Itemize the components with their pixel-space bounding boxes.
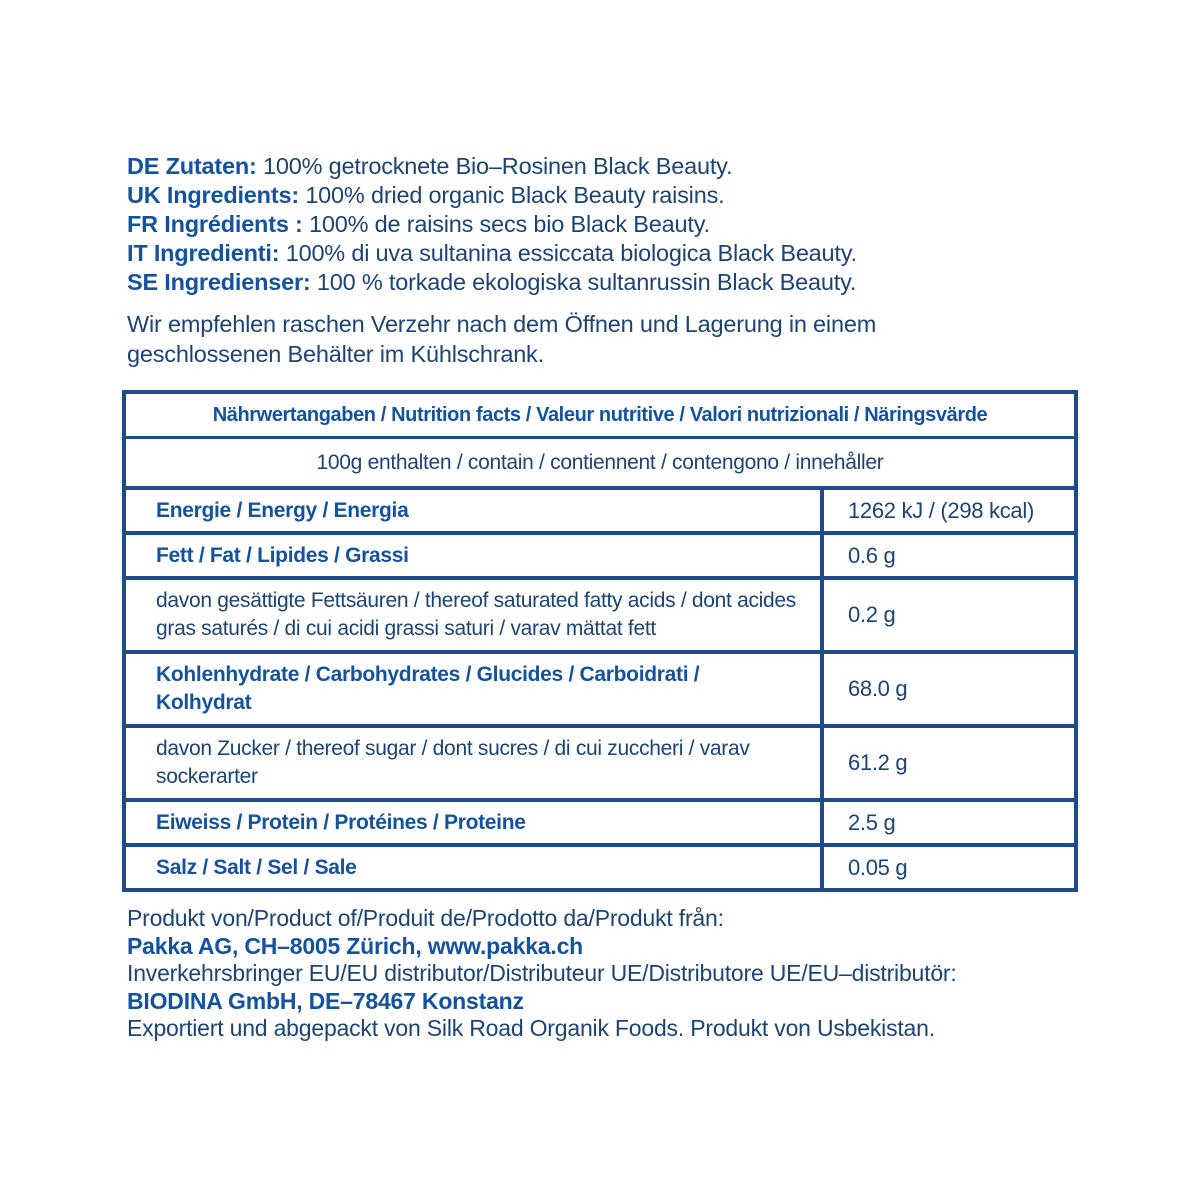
- row-value-saturated-fat: 0.2 g: [820, 580, 1074, 650]
- distributor-name: BIODINA GmbH, DE–78467 Konstanz: [127, 987, 524, 1014]
- nutrition-table-subtitle: 100g enthalten / contain / contiennent / contengono / innehåller: [126, 439, 1074, 490]
- ingredient-lead-se: SE Ingredienser:: [127, 269, 311, 295]
- row-label-energy: Energie / Energy / Energia: [156, 498, 409, 522]
- table-row-fat: [126, 535, 1074, 580]
- producer-name: Pakka AG, CH–8005 Zürich, www.pakka.ch: [127, 932, 584, 959]
- ingredient-lead-fr: FR Ingrédients :: [127, 211, 303, 237]
- row-value-protein: 2.5 g: [820, 802, 1074, 843]
- ingredient-text-se: 100 % torkade ekologiska sultanrussin Black Beauty.: [316, 269, 857, 295]
- storage-note: Wir empfehlen raschen Verzehr nach dem Öffnen und Lagerung in einem geschlossenen Behälter im Kühlschrank.: [127, 311, 877, 367]
- ingredient-lead-de: DE Zutaten:: [127, 153, 257, 179]
- ingredient-line-it: [127, 239, 857, 268]
- product-of-label: Produkt von/Product of/Produit de/Prodotto da/Produkt från:: [127, 905, 724, 931]
- row-label-sugar: davon Zucker / thereof sugar / dont sucres / di cui zuccheri / varav sockerarter: [156, 737, 750, 788]
- row-label-salt: Salz / Salt / Sel / Sale: [156, 855, 357, 879]
- producer-distributor-block: [127, 905, 1087, 1043]
- ingredient-text-it: 100% di uva sultanina essiccata biologica Black Beauty.: [285, 240, 857, 266]
- row-value-salt: 0.05 g: [820, 847, 1074, 888]
- table-row-saturated-fat: [126, 580, 1074, 654]
- row-label-saturated-fat: davon gesättigte Fettsäuren / thereof saturated fatty acids / dont acides gras saturés / di cui acidi grassi saturi / varav mättat fett: [156, 589, 797, 640]
- ingredient-text-uk: 100% dried organic Black Beauty raisins.: [305, 182, 725, 208]
- export-origin-note: Exportiert und abgepackt von Silk Road Organik Foods. Produkt von Usbekistan.: [127, 1015, 935, 1041]
- row-value-carbohydrates: 68.0 g: [820, 654, 1074, 724]
- table-row-carbohydrates: [126, 654, 1074, 728]
- ingredient-line-uk: [127, 181, 857, 210]
- ingredient-text-fr: 100% de raisins secs bio Black Beauty.: [309, 211, 710, 237]
- nutrition-table-title: Nährwertangaben / Nutrition facts / Valeur nutritive / Valori nutrizionali / Näringsvärde: [126, 394, 1074, 439]
- row-label-carbohydrates: Kohlenhydrate / Carbohydrates / Glucides / Carboidrati / Kolhydrat: [156, 663, 700, 714]
- table-row-protein: [126, 802, 1074, 847]
- ingredient-lead-uk: UK Ingredients:: [127, 182, 299, 208]
- nutrition-facts-table: [122, 390, 1078, 892]
- ingredient-line-de: [127, 152, 857, 181]
- row-value-fat: 0.6 g: [820, 535, 1074, 576]
- distributor-label: Inverkehrsbringer EU/EU distributor/Distributeur UE/Distributore UE/EU–distributör:: [127, 960, 957, 986]
- table-row-salt: [126, 847, 1074, 888]
- ingredient-line-fr: [127, 210, 857, 239]
- table-row-sugar: [126, 728, 1074, 802]
- row-label-protein: Eiweiss / Protein / Protéines / Proteine: [156, 810, 526, 834]
- ingredient-text-de: 100% getrocknete Bio–Rosinen Black Beauty.: [263, 153, 733, 179]
- ingredient-line-se: [127, 268, 857, 297]
- table-row-energy: [126, 490, 1074, 535]
- ingredient-lead-it: IT Ingredienti:: [127, 240, 280, 266]
- ingredients-block: [127, 152, 857, 297]
- row-label-fat: Fett / Fat / Lipides / Grassi: [156, 543, 409, 567]
- row-value-sugar: 61.2 g: [820, 728, 1074, 798]
- row-value-energy: 1262 kJ / (298 kcal): [820, 490, 1074, 531]
